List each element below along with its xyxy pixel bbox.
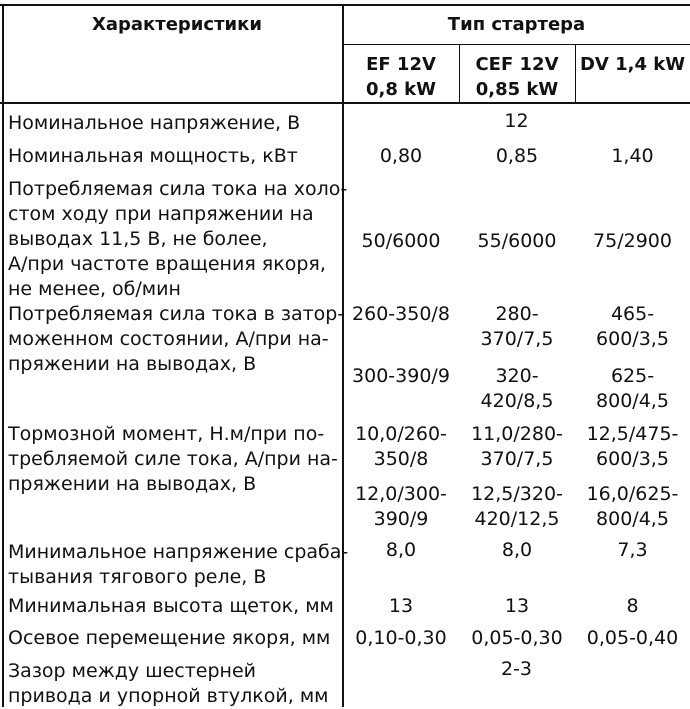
value-travel-dv: 0,05-0,40 (586, 627, 679, 649)
header-starter-type: Тип стартера (447, 14, 586, 35)
value-power-ef: 0,80 (379, 145, 423, 167)
row-label-nominal-power: Номинальная мощность, кВт (8, 145, 298, 167)
value-locked-ef-1: 260-350/8 (352, 303, 450, 325)
row-label-braking-torque: Тормозной момент, Н.м/при по- требляемой силе тока, А/при на- пряжении на выводах, В (8, 423, 338, 495)
value-torque-ef-1: 10,0/260- 350/8 (355, 423, 447, 470)
value-pinion-gap: 2-3 (500, 658, 533, 680)
header-model-dv: DV 1,4 kW (579, 54, 686, 75)
value-idle-ef: 50/6000 (361, 230, 441, 252)
header-characteristics: Характеристики (92, 14, 262, 35)
top-border (0, 4, 690, 6)
subheader-line (343, 44, 690, 45)
value-brush-cef: 13 (504, 595, 530, 617)
value-locked-dv-1: 465- 600/3,5 (596, 303, 669, 350)
value-torque-ef-2: 12,0/300- 390/9 (355, 483, 447, 530)
value-locked-cef-2: 320- 420/8,5 (480, 365, 554, 412)
value-idle-cef: 55/6000 (477, 230, 557, 252)
header-model-cef: CEF 12V 0,85 kW (475, 54, 559, 100)
value-locked-ef-2: 300-390/9 (352, 365, 450, 387)
value-torque-cef-1: 11,0/280- 370/7,5 (471, 423, 563, 470)
value-torque-dv-2: 16,0/625- 800/4,5 (586, 483, 679, 530)
value-power-cef: 0,85 (495, 145, 539, 167)
row-label-relay-voltage: Минимальное напряжение сраба- тывания тягового реле, В (8, 541, 349, 588)
value-locked-cef-1: 280- 370/7,5 (480, 303, 554, 350)
row-label-armature-travel: Осевое перемещение якоря, мм (8, 627, 331, 649)
value-nominal-voltage: 12 (504, 110, 529, 132)
value-brush-ef: 13 (388, 595, 414, 617)
value-idle-dv: 75/2900 (593, 230, 672, 252)
value-torque-cef-2: 12,5/320- 420/12,5 (471, 483, 563, 530)
value-torque-dv-1: 12,5/475- 600/3,5 (586, 423, 679, 470)
value-travel-cef: 0,05-0,30 (471, 627, 563, 649)
row-label-brush-height: Минимальная высота щеток, мм (8, 595, 334, 617)
value-power-dv: 1,40 (611, 145, 654, 167)
row-label-pinion-gap: Зазор между шестерней привода и упорной втулкой, мм (8, 660, 329, 707)
value-locked-dv-2: 625- 800/4,5 (596, 365, 669, 412)
left-border (2, 4, 4, 707)
row-label-nominal-voltage: Номинальное напряжение, В (8, 112, 301, 134)
header-underline (0, 102, 690, 104)
value-relay-ef: 8,0 (385, 539, 417, 561)
header-model-ef: EF 12V 0,8 kW (366, 54, 436, 100)
row-label-idle-current: Потребляемая сила тока на холо- стом ходу при напряжении на выводах 11,5 В, не более, А/при частоте вращения якоря, не менее, об/мин (8, 178, 348, 300)
value-brush-dv: 8 (626, 595, 639, 617)
value-travel-ef: 0,10-0,30 (355, 627, 447, 649)
row-label-locked-current: Потребляемая сила тока в затор- моженном состоянии, А/при на- пряжении на выводах, В (8, 303, 345, 375)
value-relay-cef: 8,0 (501, 539, 533, 561)
value-relay-dv: 7,3 (617, 539, 648, 561)
